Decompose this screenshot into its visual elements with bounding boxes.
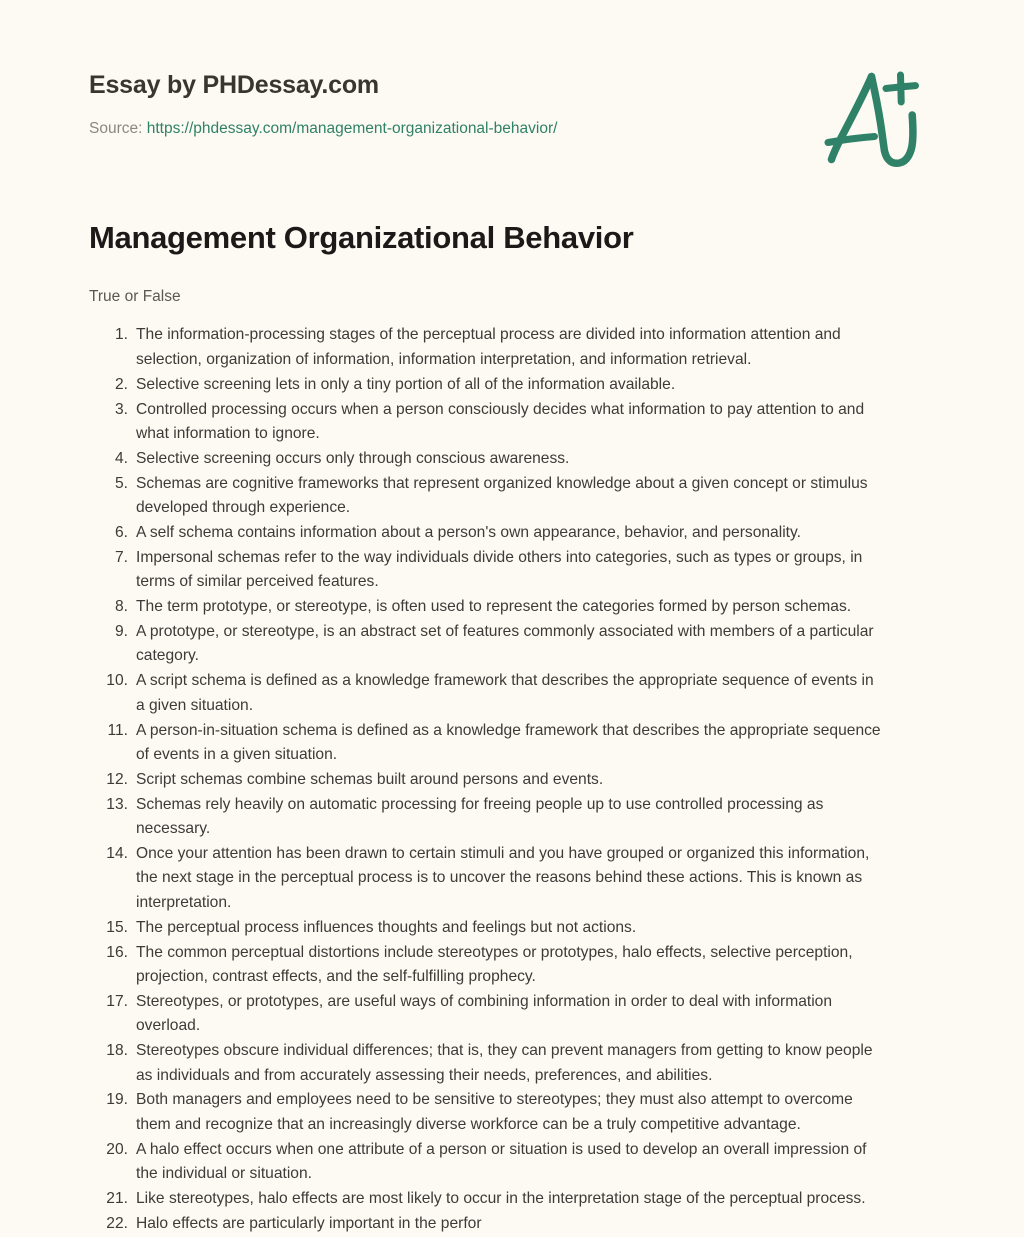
brand-title: Essay by PHDessay.com (89, 71, 379, 99)
source-url-link[interactable]: https://phdessay.com/management-organizational-behavior/ (146, 120, 558, 137)
list-item: Impersonal schemas refer to the way individuals divide others into categories, such as types or groups, in terms of similar perceived features. (136, 548, 863, 591)
list-item: A halo effect occurs when one attribute of a person or situation is used to develop an overall impression of the individual or situation. (136, 1140, 867, 1183)
phdessay-a-plus-logo (812, 63, 930, 171)
list-item: The information-processing stages of the perceptual process are divided into information attention and selection, organization of information, information interpretation, and information retrieval. (136, 326, 841, 368)
list-item: The common perceptual distortions include stereotypes or prototypes, halo effects, selective perception, projection, contrast effects, and the self-fulfilling prophecy. (136, 943, 853, 985)
list-item: Script schemas combine schemas built around persons and events. (136, 770, 604, 788)
page-title: Management Organizational Behavior (89, 220, 634, 255)
article-body (0, 190, 1024, 1237)
list-item: Like stereotypes, halo effects are most likely to occur in the interpretation stage of the perceptual process. (136, 1190, 866, 1207)
list-item: Once your attention has been drawn to certain stimuli and you have grouped or organized this information, the next stage in the perceptual process is to uncover the reasons behind these actions. This is known as interpretation. (136, 845, 870, 911)
source-line (89, 120, 557, 138)
list-item: Stereotypes obscure individual differences; that is, they can prevent managers from getting to know people as individuals and from accurately assessing their needs, preferences, and abilities. (136, 1042, 873, 1084)
intro-text: True or False (89, 287, 181, 305)
list-item: A script schema is defined as a knowledge framework that describes the appropriate sequence of events in a given situation. (136, 672, 874, 714)
list-item: A self schema contains information about a person's own appearance, behavior, and personality. (136, 523, 801, 541)
list-item: Schemas are cognitive frameworks that represent organized knowledge about a given concept or stimulus developed through experience. (136, 474, 868, 517)
list-item: Halo effects are particularly important in the perfor (136, 1214, 482, 1232)
list-item: Both managers and employees need to be sensitive to stereotypes; they must also attempt to overcome them and recognize that an increasingly diverse workforce can be a truly competitive advantage. (136, 1091, 853, 1133)
page-header (0, 0, 1024, 190)
list-item: The term prototype, or stereotype, is often used to represent the categories formed by person schemas. (136, 598, 852, 616)
list-item: Stereotypes, or prototypes, are useful ways of combining information in order to deal with information overload. (136, 992, 833, 1035)
list-item: Selective screening occurs only through conscious awareness. (136, 449, 570, 467)
true-false-list (0, 323, 960, 1236)
list-item: A prototype, or stereotype, is an abstract set of features commonly associated with members of a particular category. (136, 623, 874, 665)
list-item: The perceptual process influences thoughts and feelings but not actions. (136, 918, 637, 936)
list-item: Selective screening lets in only a tiny portion of all of the information available. (136, 375, 676, 393)
list-item: Controlled processing occurs when a person consciously decides what information to pay attention to and what information to ignore. (136, 400, 865, 442)
list-item: A person-in-situation schema is defined as a knowledge framework that describes the appropriate sequence of events in a given situation. (136, 721, 881, 763)
list-item: Schemas rely heavily on automatic processing for freeing people up to use controlled processing as necessary. (136, 795, 824, 838)
source-label: Source: (89, 120, 143, 137)
